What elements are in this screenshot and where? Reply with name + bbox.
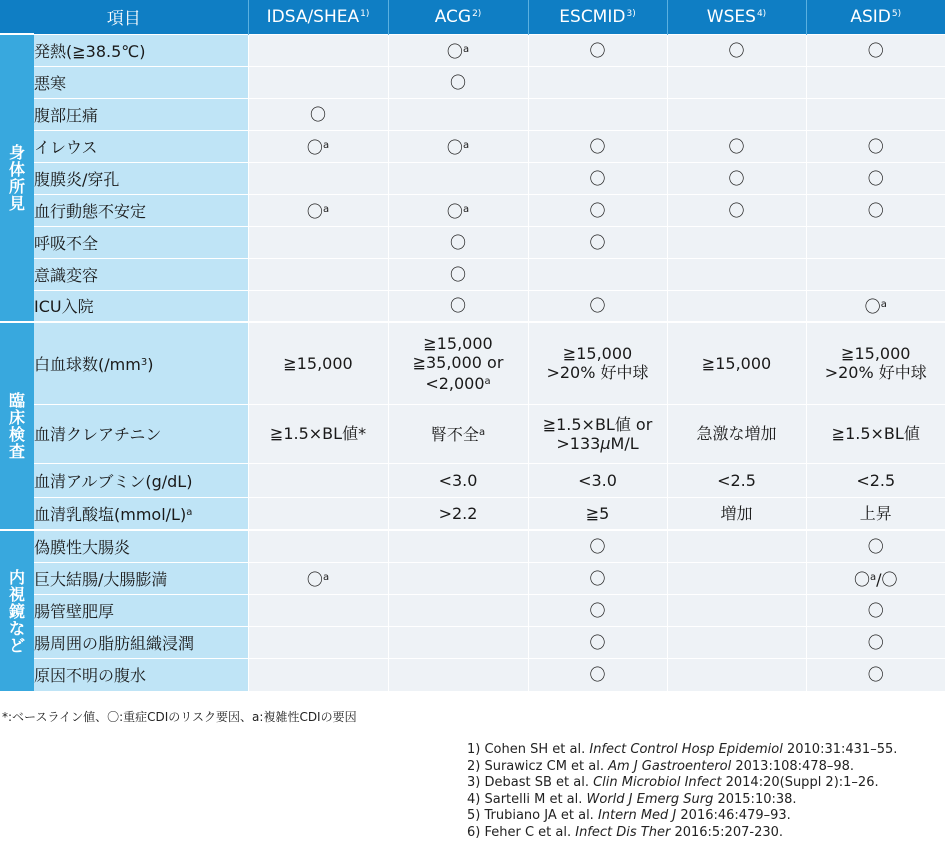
table-row xyxy=(0,322,945,404)
cell-asid: 〇 xyxy=(806,162,945,194)
cell-wses xyxy=(667,626,806,658)
table-row xyxy=(0,130,945,162)
header-row xyxy=(0,0,945,34)
cell-idsa xyxy=(248,658,388,691)
cell-acg xyxy=(388,530,528,562)
reference-item: 4) Sartelli M et al. World J Emerg Surg 2015:10:38. xyxy=(467,791,797,807)
cell-asid: ≧1.5×BL値 xyxy=(806,404,945,463)
cell-idsa xyxy=(248,626,388,658)
cell-wses: 増加 xyxy=(667,497,806,530)
table-row xyxy=(0,497,945,530)
row-label: 偽膜性大腸炎 xyxy=(34,530,248,562)
cell-escmid: 〇 xyxy=(528,658,667,691)
cell-acg xyxy=(388,626,528,658)
row-label: 血行動態不安定 xyxy=(34,194,248,226)
cell-asid: 〇 xyxy=(806,530,945,562)
references xyxy=(467,742,897,842)
cell-idsa: ≧15,000 xyxy=(248,322,388,404)
reference-item: 6) Feher C et al. Infect Dis Ther 2016:5:207-230. xyxy=(467,824,784,840)
cell-idsa: 〇$^a$ xyxy=(248,130,388,162)
cell-asid: 〇 xyxy=(806,34,945,66)
cell-escmid: ≧5 xyxy=(528,497,667,530)
table-row xyxy=(0,463,945,497)
row-label: 腸周囲の脂肪組織浸潤 xyxy=(34,626,248,658)
cell-asid: 〇$^a$/〇 xyxy=(806,562,945,594)
header-acg: ACG$^{2)}$ xyxy=(388,0,528,34)
cell-asid: ≧15,000 >20% 好中球 xyxy=(806,322,945,404)
cell-escmid: 〇 xyxy=(528,594,667,626)
cell-idsa xyxy=(248,34,388,66)
cell-acg xyxy=(388,162,528,194)
cell-wses xyxy=(667,226,806,258)
footnote: *:ベースライン値、〇:重症CDIのリスク要因、a:複雑性CDIの要因 xyxy=(2,710,357,724)
table-row xyxy=(0,658,945,691)
cell-wses: 〇 xyxy=(667,34,806,66)
row-label: 意識変容 xyxy=(34,258,248,290)
cell-idsa xyxy=(248,162,388,194)
cell-acg xyxy=(388,98,528,130)
cell-acg: 〇$^a$ xyxy=(388,194,528,226)
table-row xyxy=(0,594,945,626)
cell-acg xyxy=(388,594,528,626)
cell-idsa xyxy=(248,463,388,497)
row-label: 悪寒 xyxy=(34,66,248,98)
table-row xyxy=(0,258,945,290)
cell-asid: 〇 xyxy=(806,658,945,691)
header-asid: ASID$^{5)}$ xyxy=(806,0,945,34)
cell-asid xyxy=(806,66,945,98)
cell-asid: <2.5 xyxy=(806,463,945,497)
cell-acg: 〇 xyxy=(388,66,528,98)
cell-acg xyxy=(388,658,528,691)
header-escmid: ESCMID$^{3)}$ xyxy=(528,0,667,34)
table-row xyxy=(0,290,945,322)
cell-idsa xyxy=(248,594,388,626)
cell-acg: 〇 xyxy=(388,290,528,322)
cell-idsa xyxy=(248,258,388,290)
cell-idsa: 〇$^a$ xyxy=(248,562,388,594)
cell-escmid: 〇 xyxy=(528,530,667,562)
cell-escmid: 〇 xyxy=(528,194,667,226)
row-label: 原因不明の腹水 xyxy=(34,658,248,691)
cell-asid: 〇$^a$ xyxy=(806,290,945,322)
row-label: 巨大結腸/大腸膨満 xyxy=(34,562,248,594)
reference-item: 2) Surawicz CM et al. Am J Gastroenterol 2013:108:478–98. xyxy=(467,758,855,774)
cell-acg: 〇 xyxy=(388,258,528,290)
cell-escmid: 〇 xyxy=(528,226,667,258)
cell-wses xyxy=(667,658,806,691)
table-row xyxy=(0,226,945,258)
cell-escmid: 〇 xyxy=(528,130,667,162)
cell-acg xyxy=(388,562,528,594)
cell-asid: 〇 xyxy=(806,130,945,162)
cell-escmid xyxy=(528,66,667,98)
row-label: 腸管壁肥厚 xyxy=(34,594,248,626)
reference-item: 5) Trubiano JA et al. Intern Med J 2016:46:479–93. xyxy=(467,808,791,824)
cell-asid: 〇 xyxy=(806,194,945,226)
cell-asid xyxy=(806,98,945,130)
cell-escmid: ≧1.5×BL値 or >133μM/L xyxy=(528,404,667,463)
table-row xyxy=(0,162,945,194)
cell-idsa: 〇 xyxy=(248,98,388,130)
cell-idsa: ≧1.5×BL値* xyxy=(248,404,388,463)
cell-acg: <3.0 xyxy=(388,463,528,497)
cell-idsa xyxy=(248,290,388,322)
cell-wses xyxy=(667,258,806,290)
table-row xyxy=(0,404,945,463)
row-label: 血清クレアチニン xyxy=(34,404,248,463)
cell-wses xyxy=(667,290,806,322)
cell-wses: 〇 xyxy=(667,130,806,162)
cell-idsa xyxy=(248,226,388,258)
table-row xyxy=(0,530,945,562)
cell-acg: ≧15,000 ≧35,000 or <2,000$^a$ xyxy=(388,322,528,404)
cell-wses xyxy=(667,562,806,594)
cell-wses xyxy=(667,66,806,98)
cell-acg: 〇 xyxy=(388,226,528,258)
cell-escmid: 〇 xyxy=(528,290,667,322)
cell-asid: 〇 xyxy=(806,594,945,626)
row-label: 白血球数$(/mm^3)$ xyxy=(34,322,248,404)
cell-wses: 〇 xyxy=(667,162,806,194)
row-label: 呼吸不全 xyxy=(34,226,248,258)
cell-acg: 〇$^a$ xyxy=(388,130,528,162)
cell-idsa: 〇$^a$ xyxy=(248,194,388,226)
row-label: ICU入院 xyxy=(34,290,248,322)
row-label: 発熱(≧38.5℃) xyxy=(34,34,248,66)
cell-acg: 腎不全$^a$ xyxy=(388,404,528,463)
cell-wses: 急激な増加 xyxy=(667,404,806,463)
table-row xyxy=(0,98,945,130)
table-row xyxy=(0,34,945,66)
table-row xyxy=(0,626,945,658)
cell-escmid: <3.0 xyxy=(528,463,667,497)
category-physical: 身体所見 xyxy=(0,34,34,322)
reference-item: 1) Cohen SH et al. Infect Control Hosp Epidemiol 2010:31:431–55. xyxy=(467,742,898,757)
cell-idsa xyxy=(248,497,388,530)
cell-asid: 〇 xyxy=(806,626,945,658)
cell-wses xyxy=(667,530,806,562)
category-endoscopy: 内視鏡など xyxy=(0,530,34,691)
cell-asid xyxy=(806,258,945,290)
header-wses: WSES$^{4)}$ xyxy=(667,0,806,34)
cell-escmid: 〇 xyxy=(528,562,667,594)
table-row xyxy=(0,194,945,226)
cell-wses xyxy=(667,594,806,626)
reference-item: 3) Debast SB et al. Clin Microbiol Infect 2014:20(Suppl 2):1–26. xyxy=(467,775,879,791)
row-label: イレウス xyxy=(34,130,248,162)
row-label: 血清乳酸塩(mmol/L)$^a$ xyxy=(34,497,248,530)
cell-escmid: ≧15,000 >20% 好中球 xyxy=(528,322,667,404)
category-lab: 臨床検査 xyxy=(0,322,34,530)
cell-idsa xyxy=(248,66,388,98)
row-label: 血清アルブミン(g/dL) xyxy=(34,463,248,497)
header-item: 項目 xyxy=(0,0,248,34)
cell-acg: 〇$^a$ xyxy=(388,34,528,66)
cell-idsa xyxy=(248,530,388,562)
cell-wses: <2.5 xyxy=(667,463,806,497)
cell-escmid: 〇 xyxy=(528,626,667,658)
cell-acg: >2.2 xyxy=(388,497,528,530)
cell-asid xyxy=(806,226,945,258)
cell-wses: ≧15,000 xyxy=(667,322,806,404)
row-label: 腹部圧痛 xyxy=(34,98,248,130)
header-idsa: IDSA/SHEA$^{1)}$ xyxy=(248,0,388,34)
cell-wses xyxy=(667,98,806,130)
cell-escmid xyxy=(528,258,667,290)
table-row xyxy=(0,562,945,594)
row-label: 腹膜炎/穿孔 xyxy=(34,162,248,194)
cell-escmid: 〇 xyxy=(528,34,667,66)
cell-escmid: 〇 xyxy=(528,162,667,194)
cell-wses: 〇 xyxy=(667,194,806,226)
cell-asid: 上昇 xyxy=(806,497,945,530)
cell-escmid xyxy=(528,98,667,130)
table-row xyxy=(0,66,945,98)
